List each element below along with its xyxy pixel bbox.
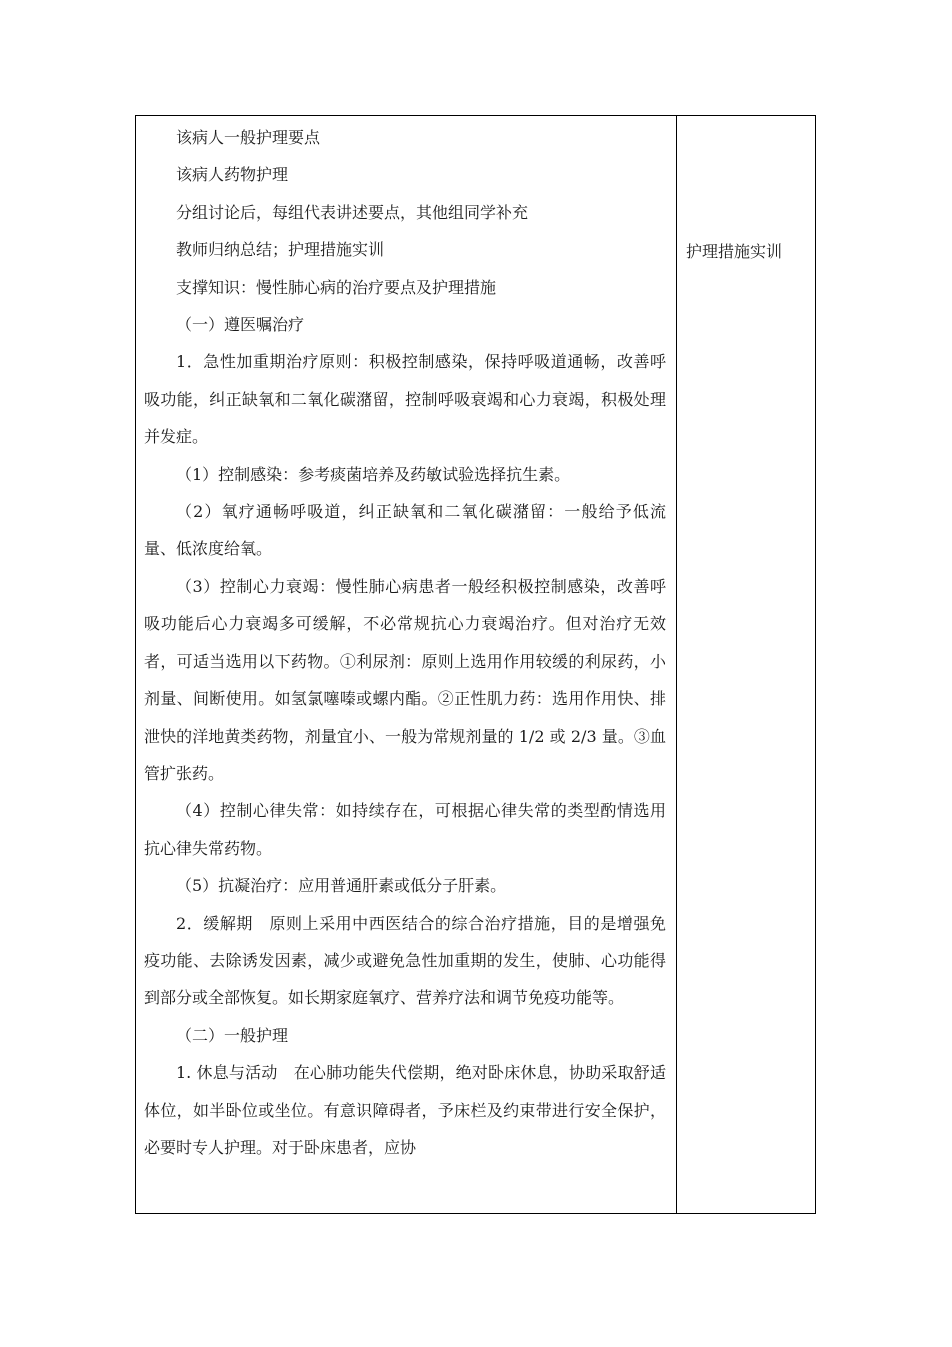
paragraph: 2．缓解期 原则上采用中西医结合的综合治疗措施，目的是增强免疫功能、去除诱发因素，减少或避免急性加重期的发生，使肺、心功能得到部分或全部恢复。如长期家庭氧疗、营养疗法和调节免疫功能等。 (144, 913, 666, 1008)
lesson-table (135, 115, 816, 1214)
paragraph: 支撑知识：慢性肺心病的治疗要点及护理措施 (176, 277, 497, 297)
paragraph: （3）控制心力衰竭：慢性肺心病患者一般经积极控制感染，改善呼吸功能后心力衰竭多可缓解，不必常规抗心力衰竭治疗。但对治疗无效者，可适当选用以下药物。①利尿剂：原则上选用作用较缓的利尿药，小剂量、间断使用。如氢氯噻嗪或螺内酯。②正性肌力药：选用作用快、排泄快的洋地黄类药物，剂量宜小、一般为常规剂量的 1/2 或 2/3 量。③血管扩张药。 (144, 576, 666, 783)
side-cell (677, 116, 815, 1213)
paragraph: （5）抗凝治疗：应用普通肝素或低分子肝素。 (176, 876, 507, 896)
paragraph: 该病人药物护理 (176, 165, 289, 185)
paragraph: 1. 休息与活动 在心肺功能失代偿期，绝对卧床休息，协助采取舒适体位，如半卧位或坐位。有意识障碍者，予床栏及约束带进行安全保护，必要时专人护理。对于卧床患者，应协 (144, 1063, 666, 1157)
paragraph: 分组讨论后，每组代表讲述要点，其他组同学补充 (176, 202, 529, 222)
paragraph: 1．急性加重期治疗原则：积极控制感染，保持呼吸道通畅，改善呼吸功能，纠正缺氧和二氧化碳潴留，控制呼吸衰竭和心力衰竭，积极处理并发症。 (144, 352, 666, 447)
paragraph: 教师归纳总结；护理措施实训 (176, 240, 385, 260)
section-heading: （二）一般护理 (176, 1025, 289, 1045)
paragraph: （2）氧疗通畅呼吸道，纠正缺氧和二氧化碳潴留：一般给予低流量、低浓度给氧。 (144, 502, 666, 559)
side-label: 护理措施实训 (686, 242, 783, 261)
paragraph: （4）控制心律失常：如持续存在，可根据心律失常的类型酌情选用抗心律失常药物。 (144, 801, 666, 858)
paragraph: 该病人一般护理要点 (176, 128, 321, 147)
paragraph: （1）控制感染：参考痰菌培养及药敏试验选择抗生素。 (176, 464, 571, 484)
section-heading: （一）遵医嘱治疗 (176, 315, 305, 335)
content-cell (136, 116, 677, 1213)
